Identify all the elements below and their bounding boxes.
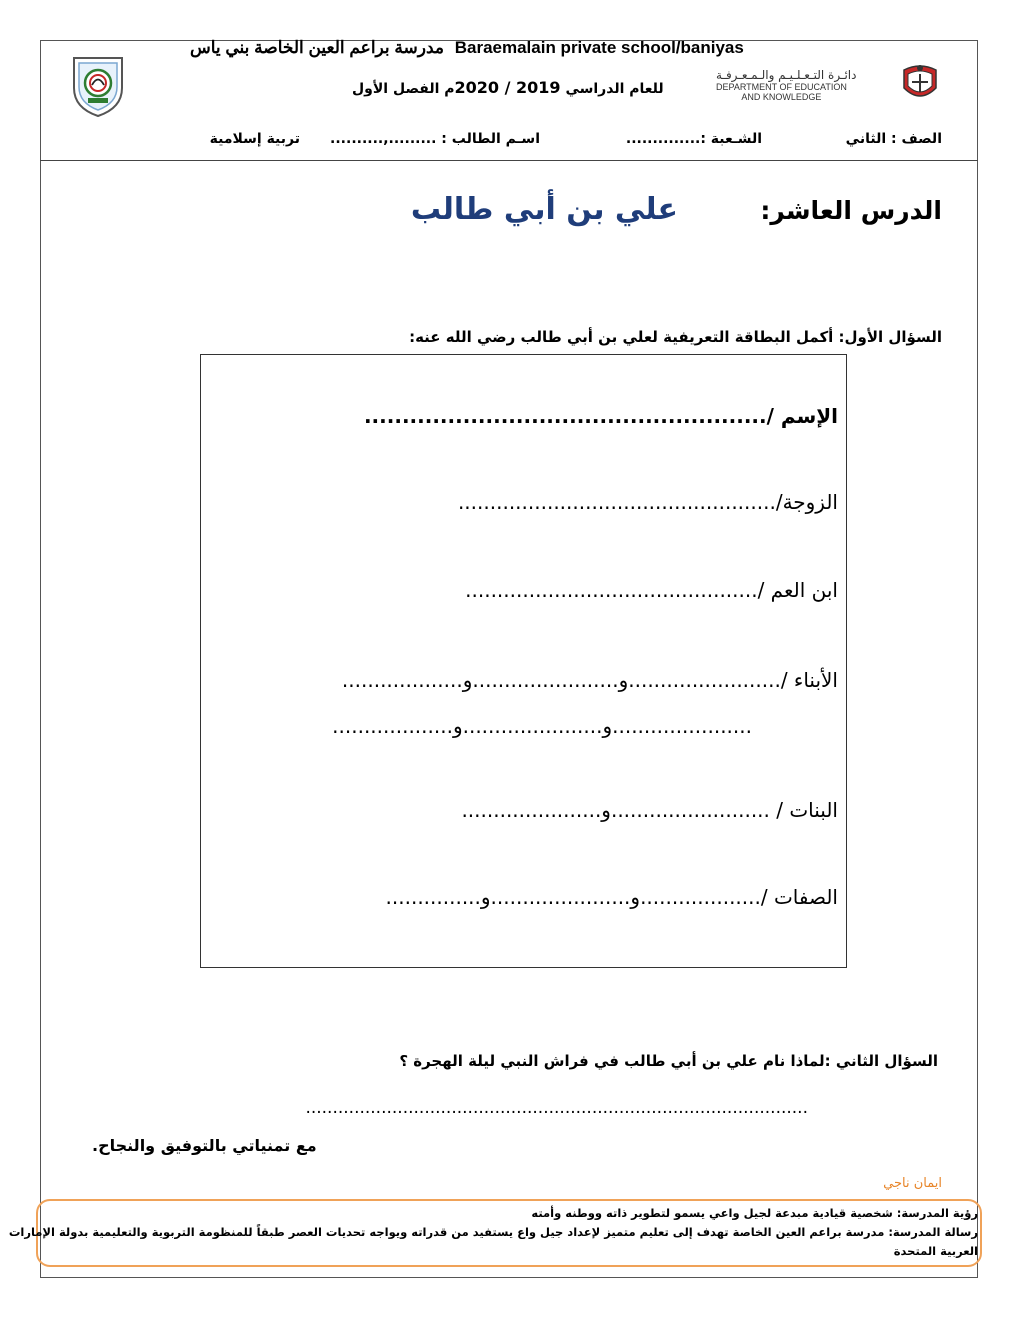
- card-field-sons: الأبناء /........................و.......................و...................: [341, 668, 838, 692]
- year-numbers: 2020 / 2019: [454, 78, 561, 97]
- header-divider: [40, 160, 978, 161]
- school-mission-continued: العربية المتحدة: [893, 1244, 978, 1258]
- lesson-title: علي بن أبي طالب: [410, 192, 678, 227]
- school-vision: رؤية المدرسة: شخصية قيادية مبدعة لجيل واعي يسمو لتطوير ذاته ووطنه وأمته: [531, 1206, 978, 1220]
- school-name-ar: مدرسة براعم العين الخاصة بني ياس: [190, 38, 444, 57]
- question-2: السؤال الثاني :لماذا نام علي بن أبي طالب في فراش النبي ليلة الهجرة ؟: [399, 1052, 938, 1070]
- school-logo-icon: [70, 52, 126, 118]
- info-student-name: اسـم الطالب : .........,..........: [330, 131, 540, 147]
- school-title: [190, 38, 744, 58]
- closing-wishes: مع تمنياتي بالتوفيق والنجاح.: [92, 1136, 317, 1155]
- department-logo-icon: [900, 60, 940, 106]
- card-field-wife: الزوجة/..................................................: [457, 490, 838, 514]
- info-class: الصف : الثاني: [845, 131, 942, 147]
- identity-card-box: [200, 354, 847, 968]
- card-field-sons-continued: ......................و......................و...................: [332, 714, 752, 738]
- department-name-ar: دائـرة التـعـلـيـم والـمـعـرفـة: [716, 68, 857, 82]
- answer-line: .............................................................................................: [305, 1098, 808, 1118]
- department-name-en-line1: DEPARTMENT OF EDUCATION: [716, 82, 847, 92]
- card-field-traits: الصفات /...................و......................و...............: [385, 885, 838, 909]
- info-subject: تربية إسلامية: [209, 131, 300, 147]
- teacher-name: ايمان ناجي: [883, 1176, 942, 1191]
- school-name-en: Baraemalain private school/baniyas: [454, 38, 744, 57]
- year-prefix: للعام الدراسي: [565, 81, 664, 97]
- department-name-en-line2: AND KNOWLEDGE: [741, 92, 822, 102]
- info-section: الشـعبة :..............: [625, 131, 762, 147]
- year-suffix: م الفصل الأول: [352, 81, 455, 97]
- academic-year: [352, 78, 664, 97]
- lesson-label: الدرس العاشر:: [760, 196, 942, 225]
- school-mission: رسالة المدرسة: مدرسة براعم العين الخاصة تهدف إلى تعليم متميز لإعداد جيل واع يستفيد من قدراته ويواجه تحديات العصر طبقاً للمنظومة التربوية والتعليمية بدولة الإمارات: [8, 1225, 978, 1239]
- question-1: السؤال الأول: أكمل البطاقة التعريفية لعلي بن أبي طالب رضي الله عنه:: [409, 328, 942, 346]
- card-field-daughters: البنات / .........................و......................: [461, 798, 838, 822]
- card-field-cousin: ابن العم /..............................................: [465, 578, 838, 602]
- card-field-name: الإسم /.....................................................: [363, 404, 838, 428]
- department-name-en: [716, 82, 847, 102]
